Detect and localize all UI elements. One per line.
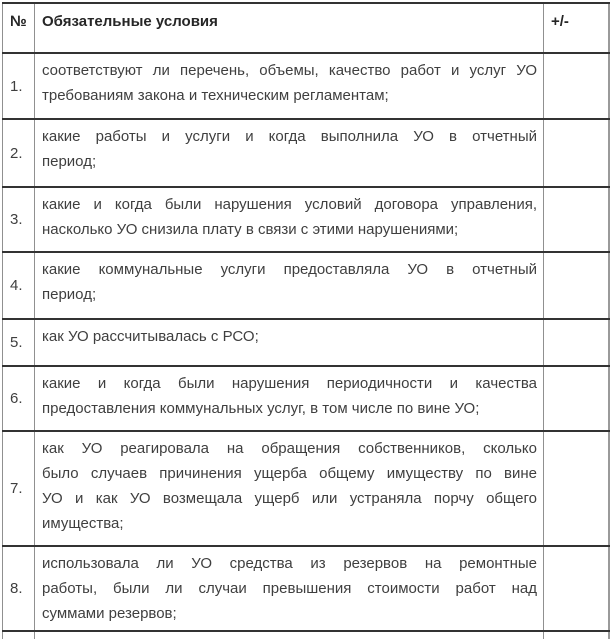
text-line: как УО реагировала на обращения собственников, сколько [42, 440, 537, 457]
header-row [3, 3, 609, 53]
text-line: суммами резервов; [42, 605, 177, 622]
mark-cell [544, 631, 609, 639]
text-line: период; [42, 153, 97, 170]
text-line: имущества; [42, 515, 124, 532]
table-row [3, 546, 609, 631]
text-line: предоставления коммунальных услуг, в том числе по вине УО; [42, 400, 480, 417]
row-number [3, 631, 35, 639]
condition-text-cell [35, 119, 544, 187]
mark-cell [544, 53, 609, 119]
mark-cell [544, 119, 609, 187]
condition-text-cell [35, 252, 544, 319]
header-title-cell: Обязательные условия [35, 3, 544, 53]
text-line: как УО рассчитывалась с РСО; [42, 328, 259, 345]
text-line: какие и когда были нарушения периодичности и качества [42, 375, 537, 392]
text-line: соответствуют ли перечень, объемы, качество работ и услуг УО [42, 62, 537, 79]
text-line: какие и когда были нарушения условий договора управления, [42, 196, 537, 213]
header-mark-cell: +/- [544, 3, 609, 53]
mark-cell [544, 546, 609, 631]
mark-cell [544, 187, 609, 252]
text-line: период; [42, 286, 97, 303]
table-row [3, 319, 609, 366]
text-line: использовала ли УО средства из резервов на ремонтные [42, 555, 537, 572]
table-row [3, 366, 609, 431]
table-row [3, 119, 609, 187]
condition-text-cell [35, 631, 544, 639]
mandatory-conditions-table [2, 2, 610, 639]
header-number-cell: № [3, 3, 35, 53]
text-line: какие коммунальные услуги предоставляла УО в отчетный [42, 261, 537, 278]
table-row [3, 431, 609, 546]
table-row [3, 53, 609, 119]
mark-cell [544, 252, 609, 319]
table-row [3, 252, 609, 319]
text-line: какие работы и услуги и когда выполнила УО в отчетный [42, 128, 537, 145]
row-number: 6. [3, 366, 35, 431]
table-row [3, 187, 609, 252]
text-line: требованиям закона и техническим регламентам; [42, 87, 389, 104]
mark-cell [544, 366, 609, 431]
table-row-partial [3, 631, 609, 639]
condition-text-cell [35, 546, 544, 631]
text-line: УО и как УО возмещала ущерб или устраняла порчу общего [42, 490, 537, 507]
condition-text-cell [35, 53, 544, 119]
text-line: работы, были ли случаи превышения стоимости работ над [42, 580, 537, 597]
condition-text-cell [35, 187, 544, 252]
mark-cell [544, 319, 609, 366]
text-line: насколько УО снизила плату в связи с этими нарушениями; [42, 221, 459, 238]
row-number: 5. [3, 319, 35, 366]
row-number: 4. [3, 252, 35, 319]
row-number: 7. [3, 431, 35, 546]
row-number: 1. [3, 53, 35, 119]
condition-text-cell [35, 431, 544, 546]
condition-text-cell [35, 366, 544, 431]
text-line: было случаев причинения ущерба общему имуществу по вине [42, 465, 537, 482]
row-number: 2. [3, 119, 35, 187]
condition-text-cell [35, 319, 544, 366]
mark-cell [544, 431, 609, 546]
row-number: 8. [3, 546, 35, 631]
row-number: 3. [3, 187, 35, 252]
